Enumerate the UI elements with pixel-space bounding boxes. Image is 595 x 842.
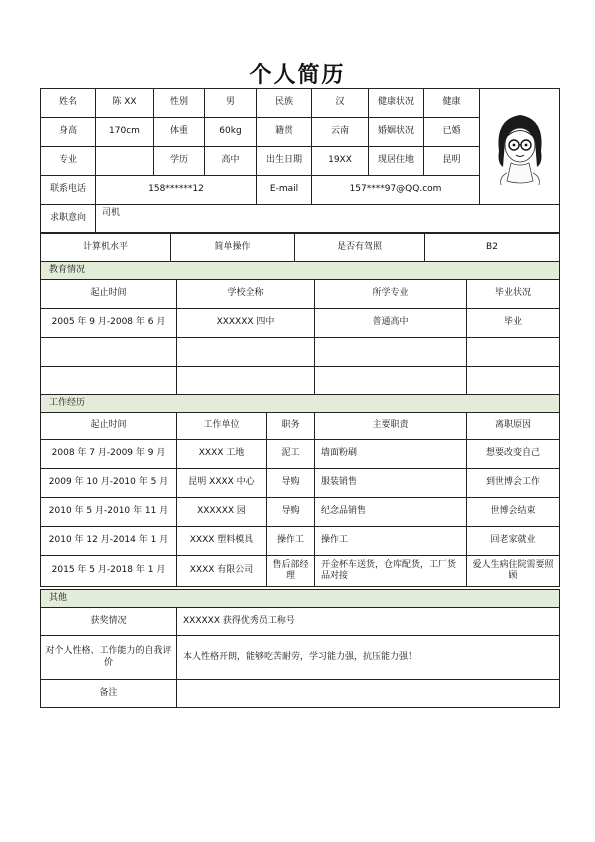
self-eval-label: 对个人性格、工作能力的自我评价 <box>41 636 177 680</box>
education-cell <box>315 367 467 396</box>
email-label: E-mail <box>257 176 312 205</box>
work-header: 主要职责 <box>315 413 467 440</box>
native-label: 籍贯 <box>257 118 312 147</box>
weight-label: 体重 <box>154 118 205 147</box>
education-header: 所学专业 <box>315 280 467 309</box>
work-cell: 操作工 <box>315 527 467 556</box>
weight-value: 60kg <box>205 118 257 147</box>
computer-value: 简单操作 <box>171 234 295 262</box>
work-cell: 售后部经理 <box>267 556 315 587</box>
skills-table <box>40 233 560 262</box>
education-cell <box>177 367 315 396</box>
height-label: 身高 <box>41 118 96 147</box>
work-cell: 2009 年 10 月-2010 年 5 月 <box>41 469 177 498</box>
work-header: 离职原因 <box>467 413 560 440</box>
work-cell: 到世博会工作 <box>467 469 560 498</box>
education-cell <box>41 338 177 367</box>
work-section-label: 工作经历 <box>41 395 560 413</box>
education-header: 学校全称 <box>177 280 315 309</box>
birth-label: 出生日期 <box>257 147 312 176</box>
email-value: 157****97@QQ.com <box>312 176 480 205</box>
intent-label: 求职意向 <box>41 205 96 233</box>
phone-label: 联系电话 <box>41 176 96 205</box>
work-cell: 昆明 XXXX 中心 <box>177 469 267 498</box>
other-table <box>40 589 560 708</box>
page-title: 个人简历 <box>249 63 346 88</box>
work-cell: 2015 年 5 月-2018 年 1 月 <box>41 556 177 587</box>
education-cell <box>467 338 560 367</box>
education-cell <box>41 367 177 396</box>
education-cell <box>467 367 560 396</box>
table-row <box>41 440 560 469</box>
work-cell: 回老家就业 <box>467 527 560 556</box>
education-header: 毕业状况 <box>467 280 560 309</box>
driving-value: B2 <box>425 234 560 262</box>
education-table <box>40 261 560 396</box>
work-cell: 开金杯车送货，仓库配货，工厂货品对接 <box>315 556 467 587</box>
height-value: 170cm <box>96 118 154 147</box>
work-cell: 爱人生病住院需要照顾 <box>467 556 560 587</box>
education-value: 高中 <box>205 147 257 176</box>
residence-value: 昆明 <box>424 147 480 176</box>
education-cell: 普通高中 <box>315 309 467 338</box>
gender-value: 男 <box>205 89 257 118</box>
remarks-label: 备注 <box>41 680 177 708</box>
work-cell: 导购 <box>267 498 315 527</box>
education-header: 起止时间 <box>41 280 177 309</box>
residence-label: 现居住地 <box>369 147 424 176</box>
education-cell: 毕业 <box>467 309 560 338</box>
work-cell: 世博会结束 <box>467 498 560 527</box>
table-row <box>41 498 560 527</box>
table-row <box>41 338 560 367</box>
health-value: 健康 <box>424 89 480 118</box>
education-section-label: 教育情况 <box>41 262 560 280</box>
name-value: 陈 XX <box>96 89 154 118</box>
phone-value: 158******12 <box>96 176 257 205</box>
table-row <box>41 556 560 587</box>
education-cell: XXXXXX 四中 <box>177 309 315 338</box>
work-cell: 想要改变自己 <box>467 440 560 469</box>
remarks-value <box>177 680 560 708</box>
work-header: 工作单位 <box>177 413 267 440</box>
gender-label: 性别 <box>154 89 205 118</box>
native-value: 云南 <box>312 118 369 147</box>
photo-cell <box>480 89 560 205</box>
marital-label: 婚姻状况 <box>369 118 424 147</box>
major-label: 专业 <box>41 147 96 176</box>
work-cell: 导购 <box>267 469 315 498</box>
work-cell: XXXX 有限公司 <box>177 556 267 587</box>
table-row <box>41 469 560 498</box>
intent-value: 司机 <box>96 205 560 233</box>
work-cell: XXXXXX 园 <box>177 498 267 527</box>
work-cell: XXXX 工地 <box>177 440 267 469</box>
other-section-label: 其他 <box>41 590 560 608</box>
work-cell: 2010 年 5 月-2010 年 11 月 <box>41 498 177 527</box>
education-cell <box>177 338 315 367</box>
table-row <box>41 309 560 338</box>
work-header: 职务 <box>267 413 315 440</box>
work-cell: XXXX 塑料模具 <box>177 527 267 556</box>
name-label: 姓名 <box>41 89 96 118</box>
work-cell: 墙面粉刷 <box>315 440 467 469</box>
work-table <box>40 394 560 587</box>
awards-label: 获奖情况 <box>41 608 177 636</box>
work-cell: 2008 年 7 月-2009 年 9 月 <box>41 440 177 469</box>
birth-value: 19XX <box>312 147 369 176</box>
table-row <box>41 527 560 556</box>
work-cell: 服装销售 <box>315 469 467 498</box>
work-cell: 泥工 <box>267 440 315 469</box>
table-row <box>41 367 560 396</box>
avatar <box>485 101 555 193</box>
health-label: 健康状况 <box>369 89 424 118</box>
driving-label: 是否有驾照 <box>295 234 425 262</box>
education-cell <box>315 338 467 367</box>
basic-info-table <box>40 88 560 233</box>
work-cell: 操作工 <box>267 527 315 556</box>
education-cell: 2005 年 9 月-2008 年 6 月 <box>41 309 177 338</box>
work-cell: 纪念品销售 <box>315 498 467 527</box>
marital-value: 已婚 <box>424 118 480 147</box>
awards-value: XXXXXX 获得优秀员工称号 <box>177 608 560 636</box>
major-value <box>96 147 154 176</box>
computer-label: 计算机水平 <box>41 234 171 262</box>
work-header: 起止时间 <box>41 413 177 440</box>
education-label: 学历 <box>154 147 205 176</box>
ethnicity-label: 民族 <box>257 89 312 118</box>
ethnicity-value: 汉 <box>312 89 369 118</box>
self-eval-value: 本人性格开朗，能够吃苦耐劳，学习能力强，抗压能力强！ <box>177 636 560 680</box>
work-cell: 2010 年 12 月-2014 年 1 月 <box>41 527 177 556</box>
